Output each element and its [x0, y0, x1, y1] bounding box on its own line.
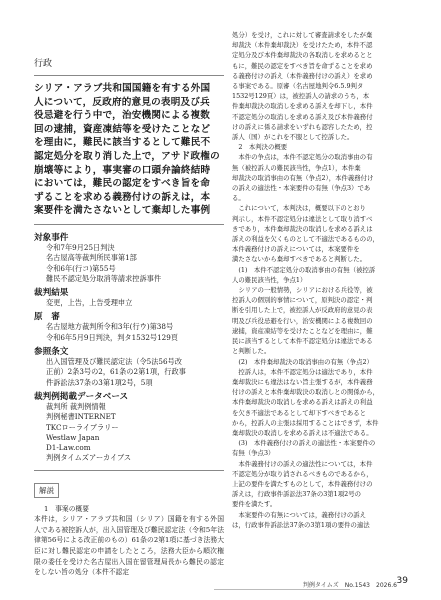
- case-info-heading: 対象事件: [34, 232, 69, 243]
- case-info-line: 難民不認定処分取消等請求控訴事件: [46, 273, 162, 283]
- databases-block: [34, 390, 224, 464]
- database-item: D1-Law.com: [46, 443, 91, 453]
- case-info-block: [34, 231, 224, 284]
- databases-heading: 裁判例掲載データベース: [34, 391, 129, 402]
- divider: [34, 224, 224, 225]
- commentary-body: 本件は，シリア・アラブ共和国（シリア）国籍を有する外国人である被控訴人が，出入国管理及び難民認定法（令和5年法律第56号による改正前のもの）61条の2第1項に基づき法務大臣に対し難民認定の申請をしたところ，法務大臣から順次権限の委任を受けた名古屋出入国在留管理局長から難民の認定をしない旨の処分（本件不認定: [34, 515, 224, 577]
- case-info-line: 令和6年(行コ)第55号: [46, 263, 116, 273]
- references-line: 件訴訟法37条の3第1項2号，5項: [46, 377, 153, 387]
- right-column-text: 処分）を受け，これに対して審査請求をしたが棄 却裁決（本件棄却裁決）を受けたため，本件不認 定処分及び本件棄却裁決の各取消しを求めるとと もに，難民の認定をすべき旨を命ずることを求め る義務付けの訴え（本件義務付けの訴え）を求め る事案である。原審（名古屋地判令6.5.9判タ 1532号129頁）は，被控訴人の請求のうち，本 件棄却裁決の取消しを求める訴えを却下し，本件 不認定処分の取消しを求める訴え及び本件義務付 けの訴えに係る請求をいずれも認容したため，控 訴人（国）がこれを不服として控訴した。 2 本判決の概要 本件の争点は，本件不認定処分の取消事由の有 無（被控訴人の難民該当性，争点1），本件棄 却裁決の取消事由の有無（争点2），本件義務付け の訴えの適法性・本案要件の有無（争点3）であ る。 これについて，本判決は，概要以下のとおり 判示し，本件不認定処分は違法として取り消すべ きであり，本件棄却裁決の取消しを求める訴えは 訴えの利益を欠くものとして不適法であるものの， 本件義務付けの訴えについては，本案要件を 満たさないから棄却すべきであると判断した。 (1) 本件不認定処分の取消事由の有無（被控訴 人の難民該当性，争点1） シリアの一般情勢，シリアにおける兵役等，被 控訴人の個別的事情について，原判決の認定・判 断を引用した上で，被控訴人が反政府的意見の表 明及び兵役忌避を行い，治安機関による複数回の 逮捕，資産凍結等を受けたことなどを理由に，難 民に該当するとして本件不認定処分は違法である と判断した。 (2) 本件棄却裁決の取消事由の有無（争点2） 控訴人は，本件不認定処分は適法であり，本件 棄却裁決にも違法はない旨主張するが，本件義務 付けの訴えと本件棄却裁決の取消しとの関係から， 本件棄却裁決の取消しを求める訴えは訴えの利益 を欠き不適法であるとして却下すべきであると から，控訴人の主張は採用することはできず，本件 棄却裁決の取消しを求める訴えは不適法である。 (3) 本件義務付けの訴えの適法性・本案要件の 有無（争点3） 本件義務付けの訴えの適法性については，本件 不認定処分が取り消されるべきものであるから， 上記の要件を満たすものとして，本件義務付けの 訴えは，行政事件訴訟法37条の3第1項2号の 要件を満たす。 本案要件の有無については，義務付けの訴え は，行政事件訴訟法37条の3第1項の要件の適法: [232, 31, 379, 529]
- references-block: [34, 345, 224, 388]
- database-item: 判例秘書INTERNET: [46, 412, 116, 422]
- database-item: 判例タイムズアーカイブス: [46, 453, 132, 463]
- first-instance-heading: 原 審: [34, 312, 60, 323]
- commentary-heading: 1 事案の概要: [44, 504, 90, 513]
- first-instance-line: 令和6年5月9日判決，判タ1532号129頁: [46, 332, 178, 342]
- database-item: Westlaw Japan: [46, 432, 100, 442]
- database-item: 裁判所 裁判例情報: [46, 401, 106, 411]
- result-line: 変更，上告，上告受理申立: [46, 298, 133, 308]
- database-item: TKCローライブラリー: [46, 422, 119, 432]
- references-line: 出入国管理及び難民認定法（令5法56号改: [46, 357, 182, 367]
- first-instance-line: 名古屋地方裁判所令和3年(行ウ)第38号: [46, 322, 174, 332]
- divider: [34, 470, 224, 471]
- case-headline: シリア・アラブ共和国国籍を有する外国 人について，反政府的意見の表明及び兵 役忌避を行う中で，治安機関による複数 回の逮捕，資産凍結等を受けたことなど を理由に，難民に該当するとして難民不 認定処分を取り消した上で，アサド政権の 崩壊等により，事実審の口頭弁論終結時 においては，難民の認定をすべき旨を命 ずることを求める義務付けの訴えは，本 案要件を満たさないとして棄却した事例: [34, 83, 220, 217]
- case-info-line: 名古屋高等裁判所民事第1部: [46, 253, 137, 263]
- result-heading: 裁判結果: [34, 288, 69, 299]
- right-column: [232, 30, 408, 530]
- left-column: [34, 50, 224, 578]
- result-block: [34, 286, 224, 308]
- references-heading: 参照条文: [34, 347, 69, 358]
- page-number: 39: [396, 576, 408, 586]
- commentary-label: 解説: [34, 483, 59, 498]
- case-info-line: 令和7年9月25日判決: [46, 242, 115, 252]
- divider: [34, 75, 224, 76]
- section-tag: 行政: [34, 59, 53, 69]
- references-line: 正前）2条3号の2，61条の2第1項，行政事: [46, 367, 186, 377]
- first-instance-block: [34, 310, 224, 343]
- journal-footer: 判例タイムズ No.1543 2026.6: [302, 582, 397, 589]
